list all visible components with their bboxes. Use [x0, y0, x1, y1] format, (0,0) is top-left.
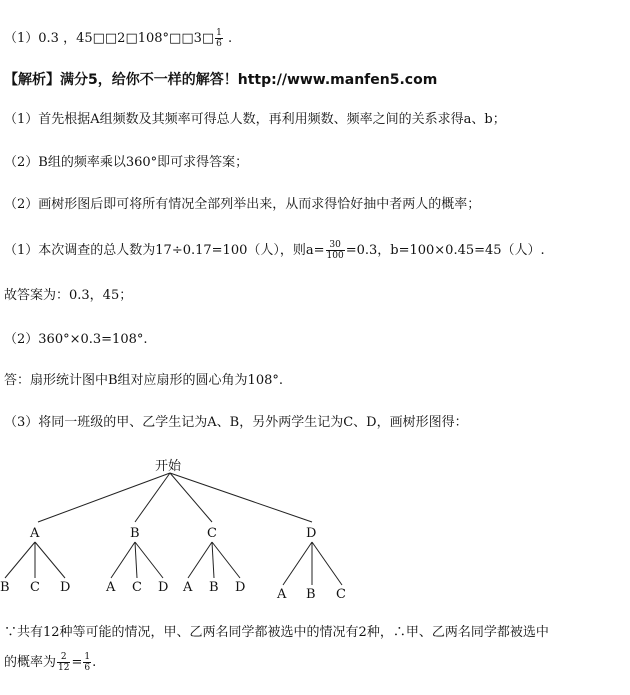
tree-node-l1: A: [30, 526, 40, 541]
edge-root-B: [135, 473, 170, 522]
tree-edges: [5, 473, 342, 585]
tree-node-l1: D: [306, 526, 317, 541]
fraction-numerator: 1: [216, 28, 222, 38]
edge-C-D: [212, 542, 240, 578]
equals-sign: =: [71, 655, 83, 670]
tree-node-l2: C: [336, 587, 346, 602]
analysis-step-2: （2）B组的频率乘以360°即可求得答案；: [4, 155, 249, 170]
answer-text: （1）0.3 ，45□□2□108°□□3□: [4, 31, 215, 46]
probability-line-2: [4, 652, 96, 673]
edge-A-B: [5, 542, 35, 578]
probability-text: 的概率为: [4, 655, 57, 670]
edge-B-D: [135, 542, 163, 578]
tree-node-l2: C: [30, 580, 40, 595]
edge-root-A: [38, 473, 170, 522]
edge-D-A: [283, 542, 312, 585]
tree-node-l2: A: [183, 580, 193, 595]
tree-node-l2: B: [0, 580, 10, 595]
fraction-numerator: 1: [84, 652, 91, 662]
fraction-denominator: 12: [58, 663, 70, 673]
edge-B-A: [111, 542, 135, 578]
answer-summary: 故答案为：0.3，45；: [4, 288, 133, 303]
fraction-numerator: 30: [326, 240, 345, 251]
tree-node-l2: D: [158, 580, 169, 595]
solution-text-a: （1）本次调查的总人数为17÷0.17=100（人），则a=: [4, 243, 325, 258]
probability-fraction-1: [57, 652, 70, 673]
analysis-step-1: （1）首先根据A组频数及其频率可得总人数，再利用频数、频率之间的关系求得a、b；: [4, 112, 506, 127]
edge-A-D: [35, 542, 65, 578]
tree-node-l2: A: [106, 580, 116, 595]
tree-node-l2: A: [277, 587, 287, 602]
fraction-denominator: 6: [84, 663, 91, 673]
edge-C-B: [212, 542, 214, 578]
tree-node-l2: D: [235, 580, 246, 595]
analysis-heading: 【解析】满分5，给你不一样的解答！http://www.manfen5.com: [4, 72, 438, 88]
analysis-step-3: （2）画树形图后即可将所有情况全部列举出来，从而求得恰好抽中者两人的概率；: [4, 197, 481, 212]
solution-line-2: （2）360°×0.3=108°.: [4, 332, 148, 347]
tree-root: 开始: [155, 459, 182, 474]
edge-C-A: [188, 542, 212, 578]
answer-end: .: [223, 31, 233, 46]
tree-node-l2: D: [60, 580, 71, 595]
solution-text-b: =0.3，b=100×0.45=45（人）.: [345, 243, 545, 258]
probability-line-1: ∵共有12种等可能的情况，甲、乙两名同学都被选中的情况有2种，∴甲、乙两名同学都被选中: [4, 625, 549, 640]
edge-D-C: [312, 542, 342, 585]
fraction-numerator: 2: [57, 652, 70, 663]
conclusion-line: 答：扇形统计图中B组对应扇形的圆心角为108°.: [4, 373, 283, 388]
tree-node-l2: C: [132, 580, 142, 595]
tree-node-l1: C: [207, 526, 217, 541]
probability-end: .: [92, 655, 97, 670]
tree-node-l2: B: [209, 580, 219, 595]
fraction-denominator: 100: [326, 251, 344, 261]
solution-line-3: （3）将同一班级的甲、乙学生记为A、B，另外两学生记为C、D，画树形图得：: [4, 415, 468, 430]
probability-fraction-2: [83, 652, 91, 673]
tree-node-l1: B: [130, 526, 140, 541]
tree-node-l2: B: [306, 587, 316, 602]
edge-B-C: [135, 542, 137, 578]
fraction-denominator: 6: [216, 39, 222, 49]
